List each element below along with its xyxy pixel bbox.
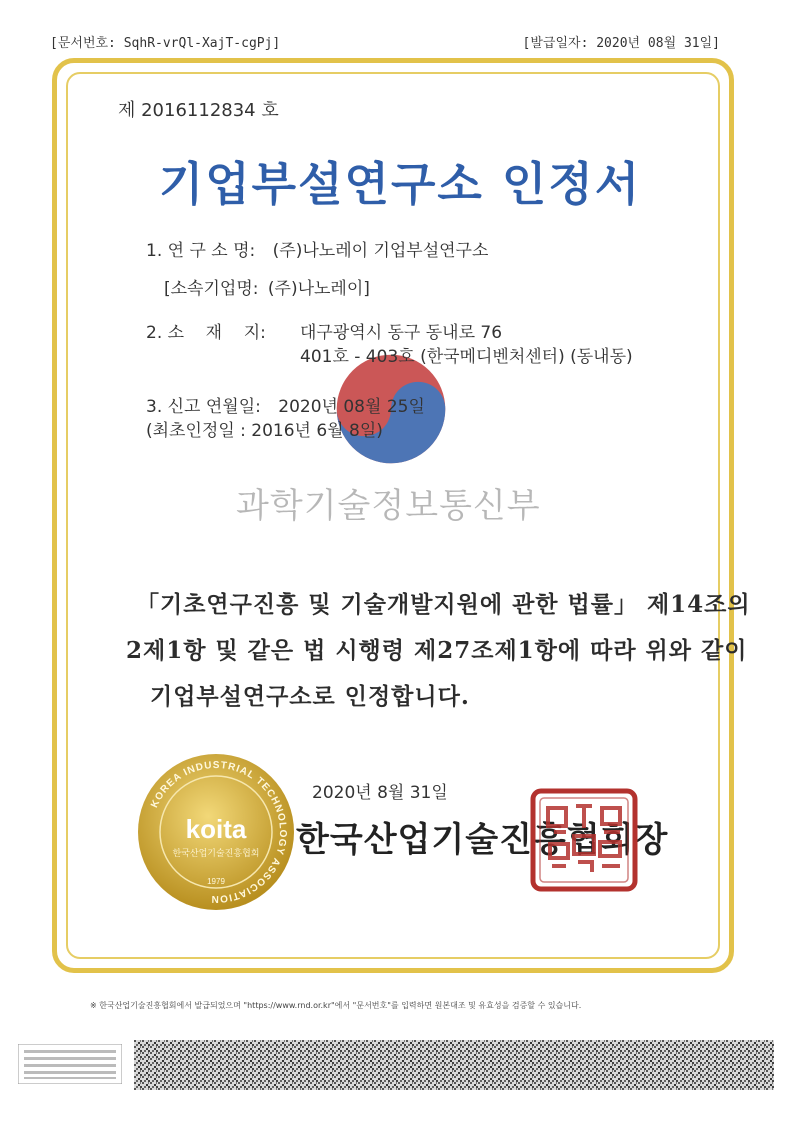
barcode-small-icon (18, 1044, 122, 1084)
pdf417-barcode-icon (134, 1040, 774, 1090)
lab-name-value: (주)나노레이 기업부설연구소 (272, 241, 489, 261)
company-value: (주)나노레이] (267, 279, 370, 299)
report-date-row (146, 392, 425, 417)
address-line-1: 대구광역시 동구 동내로 76 (300, 323, 503, 343)
lab-name-label: 1. 연 구 소 명: (146, 241, 256, 261)
report-date-value: 2020년 08월 25일 (278, 397, 425, 417)
address-label: 2. 소 재 지: (146, 323, 266, 343)
seal-logo: koita (185, 814, 247, 844)
ministry-watermark: 과학기술정보통신부 (236, 486, 541, 526)
report-date-label: 3. 신고 연월일: (146, 397, 261, 417)
lab-name-row (146, 236, 488, 261)
address-line-2: 401호 - 403호 (한국메디벤처센터) (동내동) (300, 347, 633, 367)
first-recognition-date: (최초인정일 : 2016년 6월 8일) (146, 421, 383, 441)
seal-year: 1979 (207, 877, 225, 886)
company-row (164, 274, 370, 299)
certificate-title: 기업부설연구소 인정서 (158, 157, 642, 211)
official-stamp-icon (530, 788, 638, 892)
certificate-number: 제 2016112834 호 (118, 100, 279, 121)
document-number: [문서번호: SqhR-vrQl-XajT-cgPj] (50, 36, 281, 51)
verification-note: ※ 한국산업기술진흥협회에서 발급되었으며 "https://www.rnd.or.kr"에서 "문서번호"를 입력하면 원본대조 및 유효성을 검증할 수 있습니다. (90, 1001, 582, 1010)
body-line-2: 2제1항 및 같은 법 시행령 제27조제1항에 따라 위와 같이 (126, 637, 748, 664)
body-line-3: 기업부설연구소로 인정합니다. (150, 683, 470, 710)
seal-ring-text: KOREA INDUSTRIAL TECHNOLOGY ASSOCIATION (149, 759, 289, 905)
company-label: [소속기업명: (164, 279, 259, 299)
certificate-date: 2020년 8월 31일 (312, 783, 448, 803)
body-line-1: 「기초연구진흥 및 기술개발지원에 관한 법률」 제14조의 (136, 591, 751, 618)
seal-korean: 한국산업기술진흥협회 (172, 849, 260, 859)
issue-date: [발급일자: 2020년 08월 31일] (522, 36, 720, 51)
issuer-name: 한국산업기술진흥협회장 (296, 820, 669, 860)
koita-gold-seal-icon (136, 752, 296, 912)
